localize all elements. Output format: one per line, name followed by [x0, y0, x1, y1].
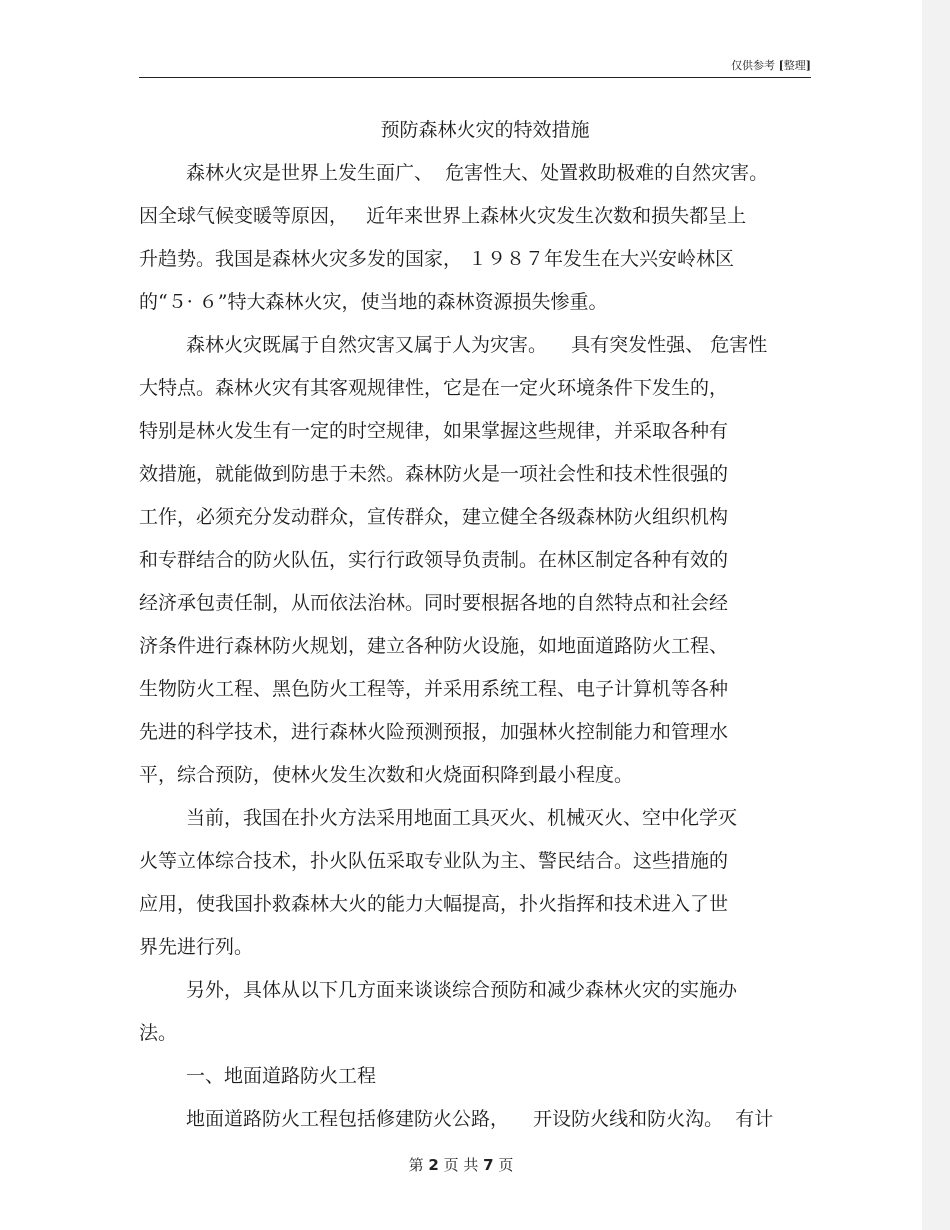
text-line: 的“５· ６”特大森林火灾，使当地的森林资源损失惨重。 [139, 291, 608, 313]
text-line: 当前，我国在扑火方法采用地面工具灭火、机械灭火、空中化学灭 [186, 807, 738, 829]
text-line: 大特点。森林火灾有其客观规律性，它是在一定火环境条件下发生的， [139, 377, 729, 399]
text-line: 火等立体综合技术，扑火队伍采取专业队为主、警民结合。这些措施的 [139, 850, 729, 872]
text-line: 森林火灾既属于自然灾害又属于人为灾害。 具有突发性强、 危害性 [186, 334, 768, 356]
text-line: 平，综合预防，使林火发生次数和火烧面积降到最小程度。 [139, 764, 634, 786]
text-line: 应用，使我国扑救森林大火的能力大幅提高，扑火指挥和技术进入了世 [139, 893, 729, 915]
text-line: 济条件进行森林防火规划，建立各种防火设施，如地面道路防火工程、 [139, 635, 729, 657]
text-line: 和专群结合的防火队伍，实行行政领导负责制。在林区制定各种有效的 [139, 549, 729, 571]
text-line: 法。 [139, 1022, 178, 1044]
text-line: 经济承包责任制，从而依法治林。同时要根据各地的自然特点和社会经 [139, 592, 729, 614]
document-title: 预防森林火灾的特效措施 [380, 119, 590, 141]
text-line: 工作，必须充分发动群众，宣传群众，建立健全各级森林防火组织机构 [139, 506, 729, 528]
header-divider [139, 77, 811, 78]
text-line: 先进的科学技术，进行森林火险预测预报，加强林火控制能力和管理水 [139, 721, 729, 743]
footer-suffix: 页 [498, 1156, 514, 1174]
header-tag: 整理 [783, 59, 806, 72]
text-line: 地面道路防火工程包括修建防火公路， 开设防火线和防火沟。 有计 [186, 1108, 774, 1130]
text-line: 生物防火工程、黑色防火工程等，并采用系统工程、电子计算机等各种 [139, 678, 729, 700]
text-line: 界先进行列。 [139, 936, 254, 958]
text-line: 效措施，就能做到防患于未然。森林防火是一项社会性和技术性很强的 [139, 463, 729, 485]
document-body [139, 152, 819, 1141]
footer-mid: 页 共 [443, 1156, 479, 1174]
footer-current-page: 2 [428, 1156, 439, 1174]
page-footer [0, 1154, 922, 1176]
text-line: 因全球气候变暖等原因， 近年来世界上森林火灾发生次数和损失都呈上 [139, 205, 747, 227]
text-line: 森林火灾是世界上发生面广、 危害性大、处置救助极难的自然灾害。 [186, 162, 769, 184]
footer-total-pages: 7 [483, 1156, 494, 1174]
page-header [139, 56, 811, 76]
text-line: 一、地面道路防火工程 [186, 1065, 377, 1087]
header-bracket-close: ] [805, 59, 811, 72]
text-line: 特别是林火发生有一定的时空规律，如果掌握这些规律，并采取各种有 [139, 420, 729, 442]
header-bracket-open: [ [778, 59, 784, 72]
footer-prefix: 第 [408, 1156, 424, 1174]
text-line: 升趋势。我国是森林火灾多发的国家， １９８７年发生在大兴安岭林区 [139, 248, 735, 270]
text-line: 另外，具体从以下几方面来谈谈综合预防和减少森林火灾的实施办 [186, 979, 738, 1001]
header-text: 仅供参考 [731, 59, 776, 72]
